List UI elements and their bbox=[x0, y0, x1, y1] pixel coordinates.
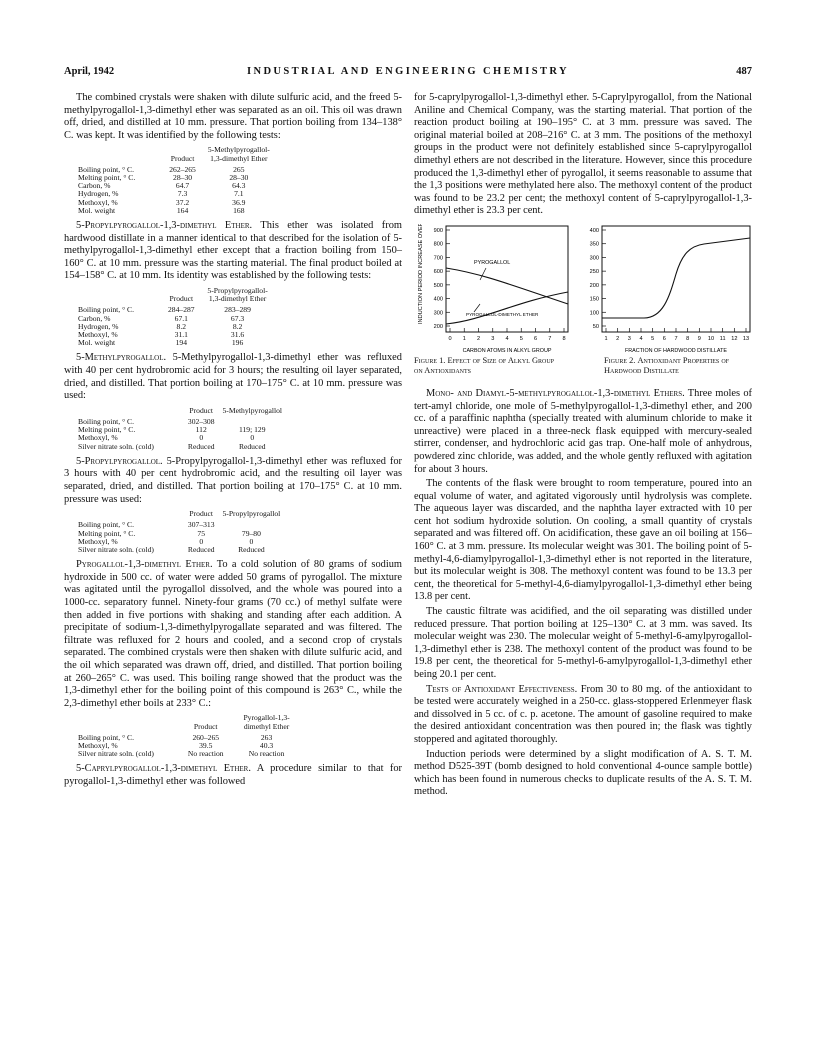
tick-label: 6 bbox=[533, 335, 538, 342]
table-row bbox=[74, 443, 286, 451]
tick-label: 200 bbox=[433, 323, 443, 330]
paragraph-text: A procedure similar to that for pyrogallol-1,3-dimethyl ether was followed bbox=[64, 763, 403, 787]
fig2-xlabel: FRACTION OF HARDWOOD DISTILLATE bbox=[624, 347, 728, 354]
tick-label: 300 bbox=[433, 310, 443, 317]
row-label: Melting point, ° C. bbox=[78, 528, 136, 538]
paragraph bbox=[414, 388, 752, 476]
cell-value: 79–80 bbox=[241, 528, 261, 538]
section-head: Mono- and Diamyl-5-methylpyrogallol-1,3-dimethyl Ethers. bbox=[426, 387, 685, 399]
row-label: Melting point, ° C. bbox=[78, 425, 136, 435]
section-head: 5-Methylpyrogallol. bbox=[76, 352, 167, 364]
table-row bbox=[74, 750, 306, 758]
cell-value: 64.7 bbox=[175, 181, 190, 191]
fig2-caption-number: Figure 2. bbox=[604, 355, 636, 365]
cell-value: 260–265 bbox=[192, 732, 220, 742]
cell-value: 284–287 bbox=[168, 305, 195, 315]
column-header: 5-Methylpyrogallol bbox=[222, 405, 282, 415]
cell-value: 265 bbox=[233, 164, 245, 174]
paragraph bbox=[414, 684, 752, 747]
data-table bbox=[74, 510, 284, 554]
row-label: Methoxyl, % bbox=[78, 740, 118, 750]
column-header: Product bbox=[170, 153, 195, 163]
fig2-curve bbox=[602, 238, 750, 318]
tick-label: 150 bbox=[589, 296, 599, 303]
tick-label: 9 bbox=[697, 335, 701, 342]
table-row bbox=[74, 339, 277, 347]
cell-value: 307–313 bbox=[187, 520, 215, 530]
fig1-caption-text: Effect of Size of Alkyl Group on Antioxidants bbox=[414, 355, 555, 375]
tick-label: 13 bbox=[742, 335, 750, 342]
tick-label: 100 bbox=[589, 310, 599, 317]
tick-label: 200 bbox=[589, 282, 599, 289]
cell-value: 75 bbox=[197, 528, 205, 538]
row-label: Boiling point, ° C. bbox=[78, 520, 134, 530]
table-corner bbox=[74, 146, 165, 165]
row-label: Boiling point, ° C. bbox=[78, 732, 134, 742]
tick-label: 3 bbox=[627, 335, 631, 342]
cell-value: 64.3 bbox=[232, 181, 246, 191]
fig1-caption bbox=[414, 356, 564, 376]
tick-label: 8 bbox=[562, 335, 566, 342]
cell-value: 302–308 bbox=[187, 416, 215, 426]
data-table bbox=[74, 714, 306, 758]
paragraph bbox=[64, 352, 402, 402]
cell-value: 283–289 bbox=[224, 305, 251, 315]
right-column bbox=[414, 92, 752, 801]
paragraph bbox=[64, 763, 402, 788]
tick-label: 500 bbox=[433, 282, 443, 289]
cell-value: 67.3 bbox=[230, 313, 245, 323]
row-label: Silver nitrate soln. (cold) bbox=[78, 749, 154, 759]
page-header bbox=[64, 66, 752, 80]
paragraph: Induction periods were determined by a slight modification of A. S. T. M. method D525-39T (bomb designed to hold conventional 4-ounce sample bottle) which has been found in numerous checks to duplicate results of the A. S. T. M. method. bbox=[414, 748, 752, 798]
data-table bbox=[74, 407, 286, 451]
fig1-yticks bbox=[434, 228, 450, 330]
tick-label: 6 bbox=[662, 335, 666, 342]
page-number: 487 bbox=[736, 66, 752, 77]
fig1-xticks bbox=[448, 328, 565, 342]
row-label: Boiling point, ° C. bbox=[78, 416, 134, 426]
row-label: Silver nitrate soln. (cold) bbox=[78, 441, 154, 451]
tick-label: 50 bbox=[592, 323, 599, 330]
table-header-row bbox=[74, 287, 277, 306]
column-header: Pyrogallol-1,3-dimethyl Ether bbox=[243, 713, 290, 731]
row-label: Methoxyl, % bbox=[78, 536, 118, 546]
column-header: Product bbox=[169, 294, 194, 304]
paragraph: The combined crystals were shaken with dilute sulfuric acid, and the freed 5-methylpyrogallol-1,3-dimethyl ether was separated as an oil. This oil was drawn off, dried, and distilled at 10 mm. pressure. That portion boiling from 134–138° C. was kept. It was identified by the following tests: bbox=[64, 92, 402, 141]
cell-value: 262–265 bbox=[169, 164, 196, 174]
cell-value: 31.1 bbox=[174, 329, 188, 339]
tick-label: 8 bbox=[686, 335, 690, 342]
paragraph-text: From 30 to 80 mg. of the antioxidant to be tested were accurately weighed in a 250-cc. glass-stoppered Erlenmeyer flask and dissolved in 5 cc. of c. p. acetone. The amount of gasoline required to make the desired antioxidant concentration was then poured in; the flask was tightly stoppered and agitated thoroughly. bbox=[414, 683, 752, 745]
cell-value: 28–30 bbox=[229, 172, 249, 182]
row-label: Methoxyl, % bbox=[78, 433, 118, 443]
cell-value: 40.3 bbox=[259, 740, 274, 750]
row-label: Melting point, ° C. bbox=[78, 172, 136, 182]
fig1-caption-number: Figure 1. bbox=[414, 355, 446, 365]
cell-value: 37.2 bbox=[175, 197, 190, 207]
fig2-caption-text: Antioxidant Properties of Hardwood Distillate bbox=[604, 355, 729, 375]
issue-date: April, 1942 bbox=[64, 66, 115, 77]
tick-label: 350 bbox=[589, 241, 599, 248]
cell-value: 67.1 bbox=[174, 313, 188, 323]
section-head: 5-Caprylpyrogallol-1,3-dimethyl Ether. bbox=[76, 763, 251, 775]
cell-value: 0 bbox=[250, 433, 255, 443]
journal-title: INDUSTRIAL AND ENGINEERING CHEMISTRY bbox=[246, 66, 570, 77]
tick-label: 1 bbox=[462, 335, 466, 342]
column-header: 5-Methylpyrogallol-1,3-dimethyl Ether bbox=[207, 145, 270, 163]
section-head: Pyrogallol-1,3-dimethyl Ether. bbox=[76, 559, 213, 571]
section-head: Tests of Antioxidant Effectiveness. bbox=[426, 683, 578, 695]
tick-label: 2 bbox=[616, 335, 620, 342]
fig1-pointer-a bbox=[480, 268, 486, 280]
row-label: Mol. weight bbox=[78, 338, 116, 348]
cell-value: Reduced bbox=[187, 441, 215, 451]
cell-value: 164 bbox=[176, 205, 189, 215]
figures bbox=[414, 224, 752, 384]
paragraph-text: To a cold solution of 80 grams of sodium hydroxide in 500 cc. of water were added 50 grams of pyrogallol. The mixture was agitated until the pyrogallol dissolved, and the whole was poured into a 1000-cc. separatory funnel. Ninety-four grams (70 cc.) of methyl sulfate were then added in five portions with shaking and standing after each addition. A precipitate of sodium-1,3-dimethylpyrogallate separated and was filtered. The filtrate was refluxed for 2 hours and cooled, and a second crop of crystals separated. The combined crystals were then shaken with dilute sulfuric acid, and the oil which separated was drawn off, dried, and distilled. That portion boiling at 260–265° C. was used. This boiling range showed that the product was the 1,3-dimethyl ether for the boiling point of this compound is 263° C., while the 2,3-dimethyl ether boils at 233° C.: bbox=[64, 559, 403, 709]
tick-label: 7 bbox=[674, 335, 678, 342]
column-header: Product bbox=[193, 721, 218, 731]
row-label: Methoxyl, % bbox=[78, 197, 118, 207]
table-row bbox=[74, 207, 278, 215]
column-header: Product bbox=[189, 405, 214, 415]
row-label: Methoxyl, % bbox=[78, 329, 118, 339]
tick-label: 2 bbox=[476, 335, 481, 342]
tick-label: 900 bbox=[433, 227, 443, 234]
cell-value: 7.1 bbox=[234, 189, 244, 199]
cell-value: 31.6 bbox=[230, 329, 245, 339]
tick-label: 12 bbox=[731, 335, 738, 342]
cell-value: 39.5 bbox=[199, 740, 213, 750]
cell-value: 112 bbox=[195, 425, 207, 435]
paragraph-text: This ether was isolated from hardwood distillate in a manner identical to that described for the isolation of 5-methylpyrogallol-1,3-dimethyl ether except that a fraction boiling from 150–160° C. at 10 mm. pressure was the starting material. The final product boiled at 154–158° C. at 10 mm. Its identity was established by the following tests: bbox=[64, 220, 402, 282]
cell-value: Reduced bbox=[238, 544, 265, 554]
table-header-row bbox=[74, 714, 306, 733]
column-header: 5-Propylpyrogallol-1,3-dimethyl Ether bbox=[207, 285, 268, 304]
figure-graphics bbox=[414, 224, 752, 354]
fig1-label-pyrogallol: PYROGALLOL bbox=[474, 259, 511, 266]
fig1-label-dimethyl: PYROGALLOL-DIMETHYL ETHER bbox=[466, 311, 539, 317]
paragraph-text: Three moles of tert-amyl chloride, one mole of 5-methylpyrogallol-1,3-dimethyl ether, and 200 cc. of a paraffinic naphtha (specially treated with aluminum chloride to make it unreactive) were placed in a three-neck flask equipped with mercury-sealed stirrer, condenser, and hydrochloric acid gas trap. One-half mole of anhydrous, powdered zinc chloride, was added, and the whole gently refluxed with agitation for about 3 hours. bbox=[414, 387, 752, 475]
cell-value: Reduced bbox=[238, 441, 266, 451]
left-column bbox=[64, 92, 402, 791]
tick-label: 10 bbox=[707, 335, 715, 342]
tick-label: 5 bbox=[519, 335, 523, 342]
tick-label: 3 bbox=[491, 335, 495, 342]
tick-label: 400 bbox=[433, 296, 443, 303]
cell-value: 0 bbox=[249, 536, 254, 546]
row-label: Hydrogen, % bbox=[78, 189, 119, 199]
fig2-frame bbox=[602, 226, 750, 332]
table-corner bbox=[74, 287, 164, 306]
fig1-xlabel: CARBON ATOMS IN ALKYL GROUP bbox=[462, 347, 552, 354]
tick-label: 800 bbox=[433, 241, 443, 248]
fig1-dimethyl-ether-curve bbox=[446, 292, 568, 324]
paragraph bbox=[64, 220, 402, 283]
fig2-caption bbox=[604, 356, 752, 376]
fig1-ylabel: INDUCTION PERIOD INCREASE OVER GASOLINE BLANK, MINUTES bbox=[418, 223, 424, 324]
cell-value: 8.2 bbox=[176, 321, 187, 331]
column-header: Product bbox=[189, 509, 214, 519]
tick-label: 4 bbox=[505, 335, 509, 342]
cell-value: 119; 129 bbox=[238, 425, 266, 435]
row-label: Boiling point, ° C. bbox=[78, 305, 134, 315]
paragraph: The contents of the flask were brought to room temperature, poured into an equal volume of water, and agitated vigorously until hydrolysis was complete. The aqueous layer was discarded, and the naphtha layer extracted with 10 per cent hot sodium hydroxide solution. On cooling, a small quantity of crystals separated and was filtered off. On acidification, these gave an oil boiling at 156–160° C. at 3 mm. pressure. Its molecular weight was 301. The boiling point of 5-methyl-4,6-diamylpyrogallol-1,3-dimethyl ether is not reported in the literature, but its molecular weight is 308. The methoxyl content was found to be 13.3 per cent, the theoretical for 5-methyl-4,6-diamylpyrogallol-1,3-dimethyl ether being 13.8 per cent. bbox=[414, 478, 752, 603]
data-table bbox=[74, 287, 277, 347]
cell-value: 0 bbox=[199, 536, 204, 546]
tick-label: 7 bbox=[548, 335, 552, 342]
section-head: 5-Propylpyrogallol-1,3-dimethyl Ether. bbox=[76, 220, 253, 231]
row-label: Carbon, % bbox=[78, 181, 111, 191]
tick-label: 4 bbox=[639, 335, 643, 342]
tick-label: 11 bbox=[719, 335, 726, 342]
tick-label: 700 bbox=[433, 255, 443, 262]
row-label: Carbon, % bbox=[78, 313, 111, 323]
cell-value: No reaction bbox=[248, 749, 285, 759]
cell-value: No reaction bbox=[187, 749, 224, 759]
cell-value: 36.9 bbox=[232, 197, 246, 207]
cell-value: Reduced bbox=[187, 544, 215, 554]
tick-label: 1 bbox=[604, 335, 608, 342]
cell-value: 168 bbox=[233, 205, 245, 215]
tick-label: 400 bbox=[589, 227, 599, 234]
fig2-xticks bbox=[604, 328, 749, 342]
tick-label: 5 bbox=[651, 335, 655, 342]
table-header-row bbox=[74, 146, 278, 165]
paragraph: The caustic filtrate was acidified, and the oil separating was distilled under reduced pressure. That portion boiling at 125–130° C. at 3 mm. was saved. Its molecular weight was 230. The molecular weight of 5-methyl-6-amylpyrogallol-1,3-dimethyl ether is 238. The methoxyl content of the product was found to be 19.8 per cent, the theoretical for 5-methyl-6-amylpyrogallol-1,3-dimethyl ether being 20.1 per cent. bbox=[414, 606, 752, 680]
cell-value: 194 bbox=[175, 338, 187, 348]
tick-label: 600 bbox=[433, 269, 443, 276]
cell-value: 263 bbox=[260, 732, 273, 742]
fig1-pointer-b bbox=[474, 304, 480, 312]
paragraph-text: 5-Methylpyrogallol-1,3-dimethyl ether was refluxed with 40 per cent hydrobromic acid for 3 hours; the resulting oil layer separated, dried, and distilled. That portion boiling at 170–175° C. at 10 mm. pressure was used: bbox=[64, 352, 402, 402]
row-label: Mol. weight bbox=[78, 205, 116, 215]
row-label: Hydrogen, % bbox=[78, 321, 119, 331]
paragraph bbox=[64, 456, 402, 506]
tick-label: 0 bbox=[448, 335, 452, 342]
tick-label: 300 bbox=[589, 255, 599, 262]
fig1-pyrogallol-curve bbox=[446, 268, 568, 304]
cell-value: 28–30 bbox=[173, 172, 193, 182]
data-table bbox=[74, 146, 278, 215]
paragraph: for 5-caprylpyrogallol-1,3-dimethyl ether. 5-Caprylpyrogallol, from the National Aniline and Chemical Company, was the starting material. That portion of the reaction product boiling at 190–195° C. at 3 mm. pressure was saved. The original material boiled at 208–216° C. at 3 mm. The positions of the methoxyl groups in the product were not definitely established since 5-caprylpyrogallol dimethyl ethers are not described in the literature. However, since this procedure produced the 1,3-dimethyl ether of pyrogallol, it seems reasonable to assume that the 1,3 positions were methylated here also. The methoxyl content of the product was found to be 23.2 per cent; the methoxyl content of 5-caprylpyrogallol-1,3-dimethyl ether is 23.3 per cent. bbox=[414, 92, 752, 217]
cell-value: 8.2 bbox=[232, 321, 243, 331]
section-head: 5-Propylpyrogallol. bbox=[76, 455, 163, 467]
row-label: Silver nitrate soln. (cold) bbox=[78, 544, 154, 554]
fig2-yticks bbox=[590, 228, 606, 330]
table-corner bbox=[74, 714, 184, 733]
cell-value: 196 bbox=[231, 338, 244, 348]
paragraph bbox=[64, 559, 402, 710]
cell-value: 7.3 bbox=[177, 189, 188, 199]
paragraph-text: 5-Propylpyrogallol-1,3-dimethyl ether was refluxed for 3 hours with 40 per cent hydrobromic acid, and the resulting oil layer was separated, dried, and distilled. That portion boiling at 170–175° C. at 10 mm. pressure was used: bbox=[64, 455, 402, 505]
column-header: 5-Propylpyrogallol bbox=[222, 509, 281, 519]
row-label: Boiling point, ° C. bbox=[78, 164, 134, 174]
table-row bbox=[74, 546, 284, 554]
tick-label: 250 bbox=[589, 269, 599, 276]
cell-value: 0 bbox=[199, 433, 204, 443]
